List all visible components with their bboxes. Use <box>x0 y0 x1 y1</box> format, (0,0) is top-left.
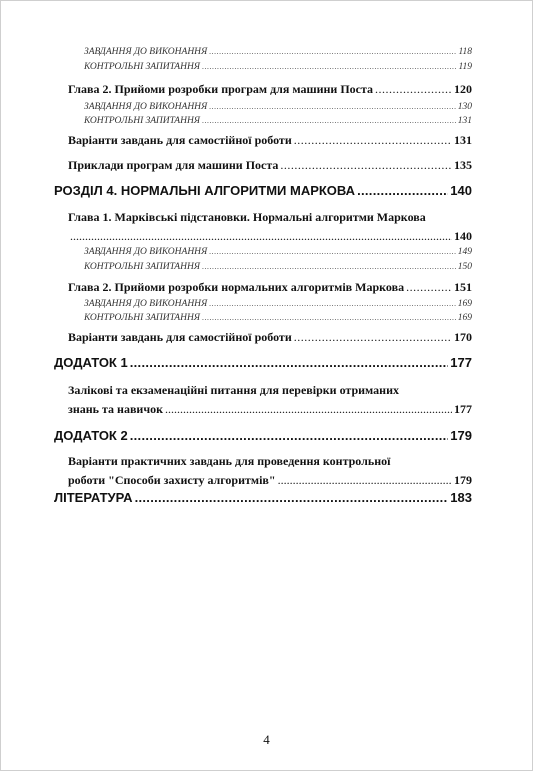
toc-entry-page: 135 <box>454 158 472 172</box>
toc-leader-dots <box>209 47 456 56</box>
toc-entry <box>66 330 472 345</box>
toc-entry <box>66 82 472 97</box>
toc-entry-title: КОНТРОЛЬНІ ЗАПИТАННЯ <box>84 262 201 272</box>
toc-entry-title: РОЗДІЛ 4. НОРМАЛЬНІ АЛГОРИТМИ МАРКОВА <box>54 183 356 198</box>
toc-entry-page: 140 <box>450 183 472 198</box>
toc-entry-title-cont: роботи "Способи захисту алгоритмів" <box>68 473 276 487</box>
toc-leader-dots <box>135 490 449 505</box>
toc-entry <box>66 299 472 309</box>
toc-entry-title: КОНТРОЛЬНІ ЗАПИТАННЯ <box>84 313 201 323</box>
toc-leader-dots <box>202 313 456 322</box>
toc-leader-dots <box>294 330 452 345</box>
toc-entry-page: 119 <box>458 62 472 72</box>
toc-leader-dots <box>165 400 452 419</box>
toc-entry-page: 130 <box>457 102 472 112</box>
toc-entry-title: ДОДАТОК 1 <box>54 355 128 370</box>
toc-section-entry <box>54 490 472 505</box>
toc-entry <box>66 313 472 323</box>
toc-entry-title: ДОДАТОК 2 <box>54 428 128 443</box>
toc-entry <box>66 47 472 57</box>
toc-section-entry <box>54 355 472 370</box>
toc-entry-title: Залікові та екзаменаційні питання для перевірки отриманих <box>68 383 399 397</box>
toc-section-entry <box>54 428 472 443</box>
toc-entry-title: Глава 2. Прийоми розробки нормальних алгоритмів Маркова <box>68 280 405 294</box>
toc-entry-title: ЗАВДАННЯ ДО ВИКОНАННЯ <box>84 299 208 309</box>
toc-entry-page: 183 <box>450 490 472 505</box>
toc-entry <box>66 62 472 72</box>
toc-entry-title: Варіанти завдань для самостійної роботи <box>68 330 292 344</box>
toc-entry-title: ЗАВДАННЯ ДО ВИКОНАННЯ <box>84 247 208 257</box>
toc-leader-dots <box>406 280 452 295</box>
toc-entry-page: 151 <box>454 280 472 294</box>
toc-leader-dots <box>70 227 452 246</box>
toc-leader-dots <box>202 116 456 125</box>
toc-entry-page: 177 <box>450 355 472 370</box>
toc-leader-dots <box>357 183 448 198</box>
toc-leader-dots <box>130 428 449 443</box>
toc-entry-page: 179 <box>454 473 472 487</box>
toc-leader-dots <box>130 355 449 370</box>
toc-entry-title: ЗАВДАННЯ ДО ВИКОНАННЯ <box>84 102 208 112</box>
toc-entry <box>66 133 472 148</box>
toc-entry-page: 169 <box>457 313 472 323</box>
toc-leader-dots <box>375 82 452 97</box>
toc-entry-page: 179 <box>450 428 472 443</box>
toc-entry-title: ЛІТЕРАТУРА <box>54 490 133 505</box>
toc-entry-title-cont: знань та навичок <box>68 402 164 416</box>
toc-leader-dots <box>202 262 456 271</box>
toc-entry-page: 131 <box>457 116 472 126</box>
toc-entry-page: 150 <box>457 262 472 272</box>
toc-leader-dots <box>280 158 452 173</box>
toc-entry-page: 118 <box>458 47 472 57</box>
toc-entry-title: Варіанти практичних завдань для проведення контрольної <box>68 454 391 468</box>
toc-entry <box>68 208 472 246</box>
toc-entry <box>66 116 472 126</box>
toc-entry-page: 140 <box>454 229 472 243</box>
toc-entry-title: КОНТРОЛЬНІ ЗАПИТАННЯ <box>84 116 201 126</box>
toc-leader-dots <box>209 102 455 111</box>
toc-entry-page: 170 <box>454 330 472 344</box>
toc-entry-page: 120 <box>454 82 472 96</box>
toc-leader-dots <box>202 62 456 71</box>
toc-leader-dots <box>278 471 452 490</box>
toc-entry-title: Варіанти завдань для самостійної роботи <box>68 133 292 147</box>
toc-entry-title: Глава 1. Марківські підстановки. Нормальні алгоритми Маркова <box>68 210 426 224</box>
toc-entry <box>66 280 472 295</box>
toc-entry <box>66 247 472 257</box>
toc-entry-page: 169 <box>457 299 472 309</box>
toc-section-entry <box>54 183 472 198</box>
toc-entry <box>68 452 472 490</box>
toc-entry-page: 177 <box>454 402 472 416</box>
toc-entry <box>66 158 472 173</box>
toc-entry-title: ЗАВДАННЯ ДО ВИКОНАННЯ <box>84 47 208 57</box>
toc-entry-title: Глава 2. Прийоми розробки програм для машини Поста <box>68 82 374 96</box>
toc-entry <box>66 102 472 112</box>
toc-entry-page: 149 <box>457 247 472 257</box>
toc-entry <box>68 381 472 419</box>
toc-leader-dots <box>294 133 452 148</box>
page-number: 4 <box>263 732 270 747</box>
toc-entry <box>66 262 472 272</box>
toc-leader-dots <box>209 247 455 256</box>
toc-entry-page: 131 <box>454 133 472 147</box>
toc-entry-title: Приклади програм для машини Поста <box>68 158 279 172</box>
toc-leader-dots <box>209 299 455 308</box>
toc-entry-title: КОНТРОЛЬНІ ЗАПИТАННЯ <box>84 62 201 72</box>
